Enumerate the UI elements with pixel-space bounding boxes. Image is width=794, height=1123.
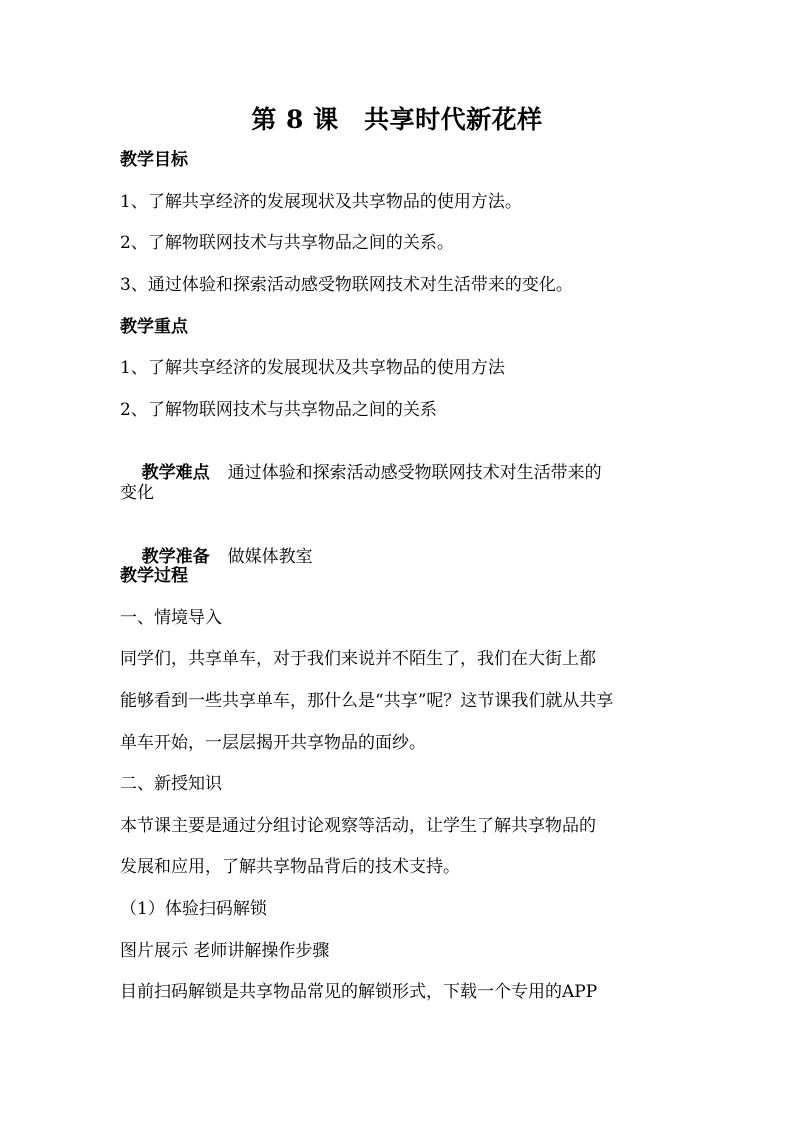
paragraph-line: 同学们，共享单车，对于我们来说并不陌生了，我们在大街上都 [120,649,596,669]
difficulty-text: 通过体验和探索活动感受物联网技术对生活带来的 [227,463,602,483]
subsection-heading: （1）体验扫码解锁 [120,899,267,919]
preparation-text: 做媒体教室 [227,547,313,567]
page-title: 第 8 课 共享时代新花样 [251,105,543,134]
paragraph-line: 目前扫码解锁是共享物品常见的解锁形式，下载一个专用的APP [120,982,598,1002]
objectives-heading: 教学目标 [120,150,188,170]
difficulty-line [120,440,602,506]
part2-heading: 二、新授知识 [120,774,222,794]
difficulty-label: 教学难点 [141,463,210,483]
paragraph-line: 本节课主要是通过分组讨论观察等活动，让学生了解共享物品的 [120,816,596,836]
objective-item: 1、了解共享经济的发展现状及共享物品的使用方法。 [120,192,522,212]
paragraph-line: 能够看到一些共享单车，那什么是“共享”呢？这节课我们就从共享 [120,691,614,711]
key-points-heading: 教学重点 [120,317,188,337]
paragraph-line: 发展和应用，了解共享物品背后的技术支持。 [120,857,460,877]
objective-item: 2、了解物联网技术与共享物品之间的关系。 [120,233,454,253]
paragraph-line: 单车开始，一层层揭开共享物品的面纱。 [120,733,426,753]
part1-heading: 一、情境导入 [120,608,222,628]
difficulty-continuation: 变化 [120,483,154,503]
key-point-item: 2、了解物联网技术与共享物品之间的关系 [120,400,437,420]
process-heading: 教学过程 [120,566,188,586]
preparation-label: 教学准备 [141,547,210,567]
key-point-item: 1、了解共享经济的发展现状及共享物品的使用方法 [120,358,505,378]
objective-item: 3、通过体验和探索活动感受物联网技术对生活带来的变化。 [120,275,573,295]
subsection-note: 图片展示 老师讲解操作步骤 [120,941,330,961]
